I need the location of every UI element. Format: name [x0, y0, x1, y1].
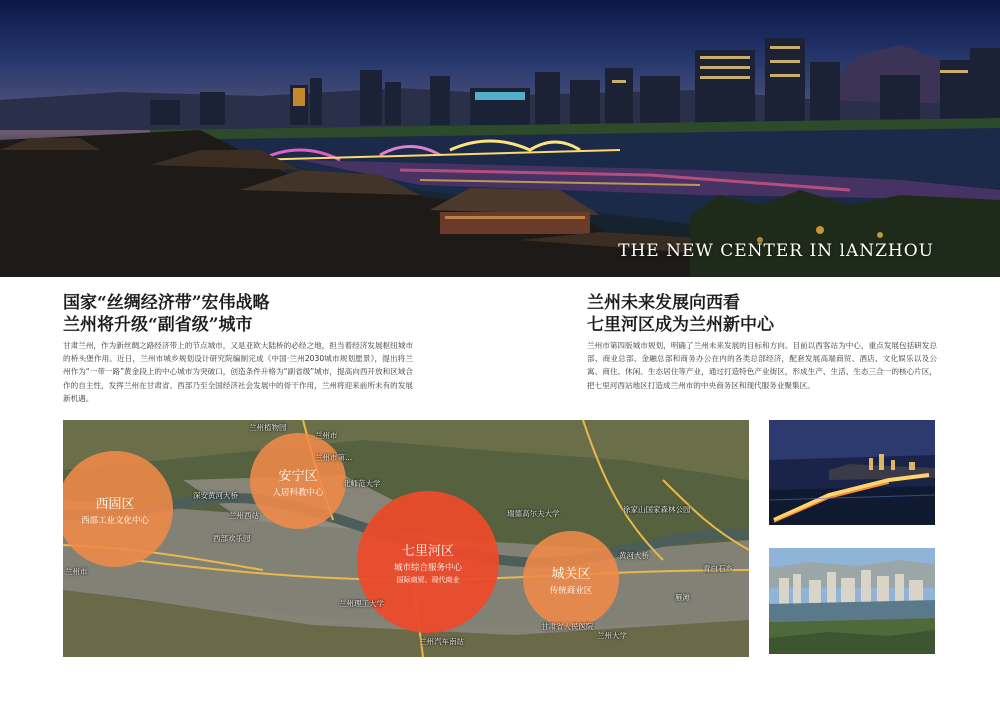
- district-qilihe: [357, 491, 499, 633]
- district-chengguan-desc: 传统商业区: [549, 585, 593, 596]
- district-anning: [250, 433, 346, 529]
- section-left-heading-line2: 兰州将升级“副省级”城市: [63, 315, 253, 335]
- section-right-body: 兰州市第四版城市规划，明确了兰州未来发展的目标和方向。目前以西客站为中心，重点发展包括研发总部、商业总部、金融总部和商务办公在内的各类总部经济，配套发展高端商贸、酒店、文化娱乐以及公寓、商住、休闲、生态居住等产业，通过打造特色产业街区，形成生产、生活、生态三合一的核心片区，把七里河西站地区打造成兰州市的中央商务区和现代服务业聚集区。: [587, 341, 937, 390]
- district-chengguan: [523, 531, 619, 627]
- map-label: 黄河大桥: [619, 551, 649, 560]
- map-label: 兰州理工大学: [339, 599, 384, 608]
- section-left-body: 甘肃兰州，作为新丝绸之路经济带上的节点城市，又是亚欧大陆桥的必经之地，担当着经济发展枢纽城市的桥头堡作用。近日，兰州市城乡规划设计研究院编制完成《中国·兰州2030城市规划愿景》，提出将兰州作为“一带一路”黄金段上的中心城市为突破口，创造条件升格为“副省级”城市，提高向西开放和区域合作的自主性，发挥兰州在甘肃省、西部乃至全国经济社会发展中的骨干作用，兰州将迎来前所未有的发展新机遇。: [63, 341, 413, 403]
- map-label: 兰州植物园: [249, 423, 287, 432]
- hero-cityscape-illustration: [0, 0, 1000, 277]
- photo-day-riverside-illustration: [769, 548, 935, 654]
- district-qilihe-name: 七里河区: [401, 543, 454, 559]
- map-label: 兰州市第...: [315, 453, 353, 462]
- map-label: 兰州市: [65, 567, 88, 576]
- district-satellite-map: [63, 420, 749, 657]
- district-qilihe-desc: 城市综合服务中心: [393, 562, 462, 573]
- map-label: 兰州市: [315, 431, 338, 440]
- map-label: 深安黄河大桥: [193, 491, 238, 500]
- district-anning-desc: 人居科教中心: [272, 487, 324, 498]
- map-label: 兰州西站: [229, 511, 259, 520]
- district-xigu-name: 西固区: [95, 496, 135, 512]
- section-left-heading-line1: 国家“丝绸经济带”宏伟战略: [63, 293, 270, 313]
- district-anning-name: 安宁区: [278, 468, 318, 484]
- map-label: 西部欢乐园: [213, 534, 251, 543]
- map-label: 兰州汽车南站: [419, 637, 464, 646]
- section-right-heading-line2: 七里河区成为兰州新中心: [587, 315, 774, 335]
- map-label: 甘肃省人民医院: [541, 622, 594, 631]
- map-label: 北师范大学: [343, 479, 381, 488]
- map-label: 青白石乡: [703, 564, 733, 573]
- map-label: 瑞德高尔夫大学: [507, 509, 560, 518]
- hero-caption: THE NEW CENTER IN lANZHOU: [618, 241, 934, 261]
- section-right-heading: [587, 292, 774, 336]
- photo-day-riverside: [769, 548, 935, 654]
- district-xigu-desc: 西部工业文化中心: [80, 515, 149, 526]
- district-chengguan-name: 城关区: [551, 566, 591, 582]
- photo-night-bridge-illustration: [769, 420, 935, 525]
- map-label: 雁滩: [675, 593, 690, 602]
- map-label: 徐家山国家森林公园: [623, 505, 691, 514]
- hero-night-photo: [0, 0, 1000, 277]
- map-label: 兰州大学: [597, 631, 627, 640]
- section-right-heading-line1: 兰州未来发展向西看: [587, 293, 740, 313]
- photo-night-bridge: [769, 420, 935, 525]
- district-qilihe-sub: 国际商贸、现代商业: [396, 575, 460, 584]
- section-left-heading: [63, 292, 270, 336]
